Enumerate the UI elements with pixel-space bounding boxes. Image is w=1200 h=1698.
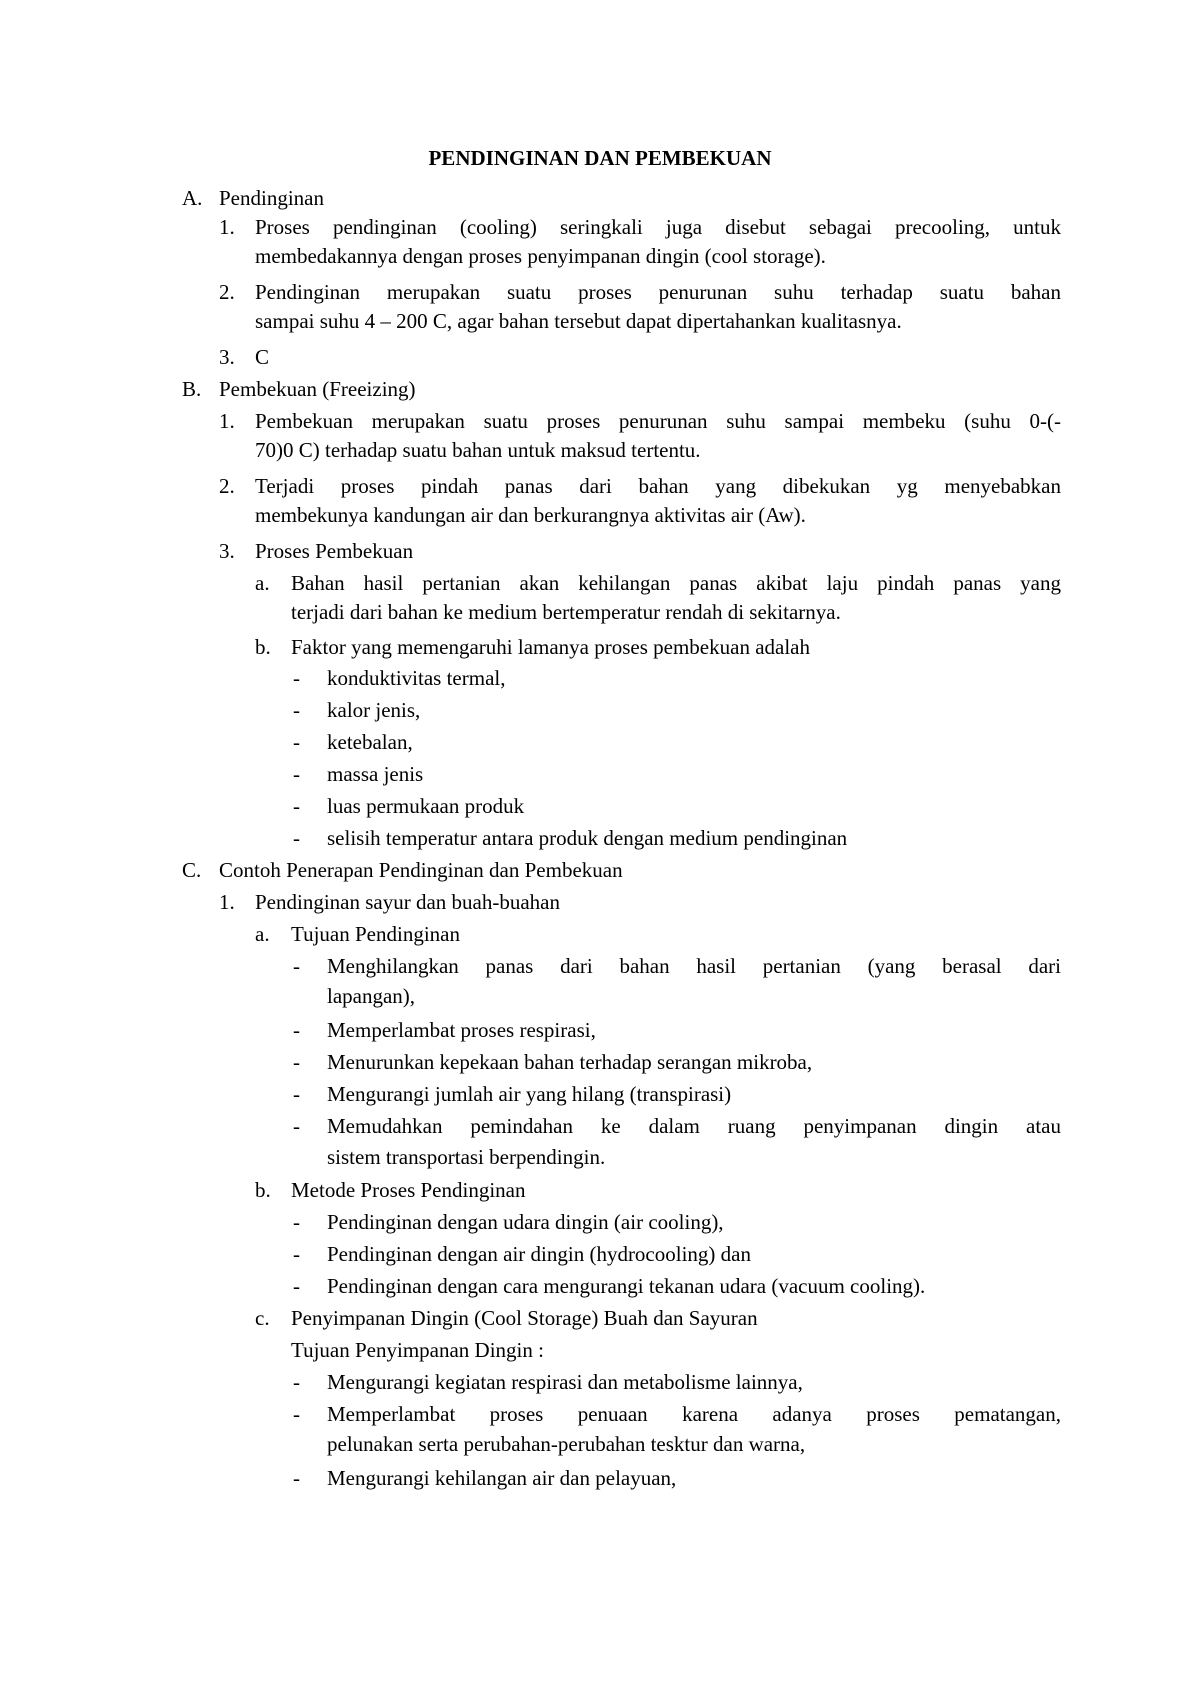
section-c-marker: C. bbox=[182, 858, 202, 882]
dash-marker: - bbox=[293, 730, 300, 754]
bullet-item: massa jenis bbox=[327, 762, 424, 786]
bullet-item-line: lapangan), bbox=[327, 984, 416, 1008]
bullet-item-line: sistem transportasi berpendingin. bbox=[327, 1145, 606, 1169]
list-marker: 1. bbox=[219, 890, 235, 914]
dash-marker: - bbox=[293, 1242, 300, 1266]
list-item-line: sampai suhu 4 – 200 C, agar bahan tersebut dapat dipertahankan kualitasnya. bbox=[255, 309, 902, 333]
dash-marker: - bbox=[293, 794, 300, 818]
page-title: PENDINGINAN DAN PEMBEKUAN bbox=[428, 146, 772, 170]
dash-marker: - bbox=[293, 954, 300, 978]
bullet-item-line: Menghilangkan panas dari bahan hasil pertanian (yang berasal dari bbox=[327, 954, 1061, 978]
dash-marker: - bbox=[293, 666, 300, 690]
dash-marker: - bbox=[293, 1466, 300, 1490]
section-b-marker: B. bbox=[182, 377, 202, 401]
section-c-heading: Contoh Penerapan Pendinginan dan Pembekuan bbox=[219, 858, 623, 882]
list-item-line: Pendinginan merupakan suatu proses penurunan suhu terhadap suatu bahan bbox=[255, 280, 1061, 304]
bullet-item: Pendinginan dengan air dingin (hydrocooling) dan bbox=[327, 1242, 751, 1266]
dash-marker: - bbox=[293, 1114, 300, 1138]
dash-marker: - bbox=[293, 1370, 300, 1394]
dash-marker: - bbox=[293, 1274, 300, 1298]
sub-item-line: Bahan hasil pertanian akan kehilangan panas akibat laju pindah panas yang bbox=[291, 571, 1061, 595]
bullet-item-line: pelunakan serta perubahan-perubahan tesktur dan warna, bbox=[327, 1432, 806, 1456]
list-marker: 2. bbox=[219, 280, 235, 304]
list-item-line: Terjadi proses pindah panas dari bahan yang dibekukan yg menyebabkan bbox=[255, 474, 1061, 498]
bullet-item-line: Memperlambat proses penuaan karena adanya proses pematangan, bbox=[327, 1402, 1061, 1426]
bullet-item: luas permukaan produk bbox=[327, 794, 525, 818]
section-b-heading: Pembekuan (Freeizing) bbox=[219, 377, 416, 401]
bullet-item: kalor jenis, bbox=[327, 698, 421, 722]
bullet-item: Pendinginan dengan cara mengurangi tekanan udara (vacuum cooling). bbox=[327, 1274, 926, 1298]
list-marker: 3. bbox=[219, 539, 235, 563]
sub-marker: a. bbox=[255, 922, 270, 946]
bullet-item-line: Menurunkan kepekaan bahan terhadap serangan mikroba, bbox=[327, 1050, 813, 1074]
dash-marker: - bbox=[293, 1210, 300, 1234]
sub-heading: Penyimpanan Dingin (Cool Storage) Buah dan Sayuran bbox=[291, 1306, 758, 1330]
bullet-item-line: Mengurangi jumlah air yang hilang (transpirasi) bbox=[327, 1082, 732, 1106]
list-item-line: C bbox=[255, 345, 270, 369]
sub-intro: Tujuan Penyimpanan Dingin : bbox=[291, 1338, 544, 1362]
sub-item-line: Faktor yang memengaruhi lamanya proses pembekuan adalah bbox=[291, 635, 810, 659]
sub-heading: Metode Proses Pendinginan bbox=[291, 1178, 526, 1202]
dash-marker: - bbox=[293, 1050, 300, 1074]
list-marker: 2. bbox=[219, 474, 235, 498]
list-marker: 1. bbox=[219, 215, 235, 239]
bullet-item-line: Mengurangi kegiatan respirasi dan metabolisme lainnya, bbox=[327, 1370, 803, 1394]
dash-marker: - bbox=[293, 1018, 300, 1042]
bullet-item: selisih temperatur antara produk dengan medium pendinginan bbox=[327, 826, 848, 850]
sub-marker: b. bbox=[255, 635, 271, 659]
bullet-item-line: Mengurangi kehilangan air dan pelayuan, bbox=[327, 1466, 677, 1490]
section-a-marker: A. bbox=[182, 186, 203, 210]
sub-item-line: terjadi dari bahan ke medium bertemperatur rendah di sekitarnya. bbox=[291, 600, 841, 624]
list-item-line: Proses pendinginan (cooling) seringkali juga disebut sebagai precooling, untuk bbox=[255, 215, 1061, 239]
dash-marker: - bbox=[293, 1402, 300, 1426]
sub-marker: b. bbox=[255, 1178, 271, 1202]
list-item-line: membedakannya dengan proses penyimpanan dingin (cool storage). bbox=[255, 244, 826, 268]
list-item-line: Proses Pembekuan bbox=[255, 539, 414, 563]
bullet-item: konduktivitas termal, bbox=[327, 666, 506, 690]
list-item-line: membekunya kandungan air dan berkurangnya aktivitas air (Aw). bbox=[255, 503, 806, 527]
sub-marker: c. bbox=[255, 1306, 270, 1330]
dash-marker: - bbox=[293, 762, 300, 786]
list-item-line: Pendinginan sayur dan buah-buahan bbox=[255, 890, 561, 914]
dash-marker: - bbox=[293, 826, 300, 850]
dash-marker: - bbox=[293, 1082, 300, 1106]
list-item-line: 70)0 C) terhadap suatu bahan untuk maksud tertentu. bbox=[255, 438, 701, 462]
section-a-heading: Pendinginan bbox=[219, 186, 324, 210]
list-marker: 3. bbox=[219, 345, 235, 369]
bullet-item: ketebalan, bbox=[327, 730, 413, 754]
bullet-item-line: Memudahkan pemindahan ke dalam ruang penyimpanan dingin atau bbox=[327, 1114, 1061, 1138]
dash-marker: - bbox=[293, 698, 300, 722]
sub-heading: Tujuan Pendinginan bbox=[291, 922, 460, 946]
sub-marker: a. bbox=[255, 571, 270, 595]
list-item-line: Pembekuan merupakan suatu proses penurunan suhu sampai membeku (suhu 0-(- bbox=[255, 409, 1061, 433]
list-marker: 1. bbox=[219, 409, 235, 433]
bullet-item: Pendinginan dengan udara dingin (air cooling), bbox=[327, 1210, 724, 1234]
bullet-item-line: Memperlambat proses respirasi, bbox=[327, 1018, 596, 1042]
